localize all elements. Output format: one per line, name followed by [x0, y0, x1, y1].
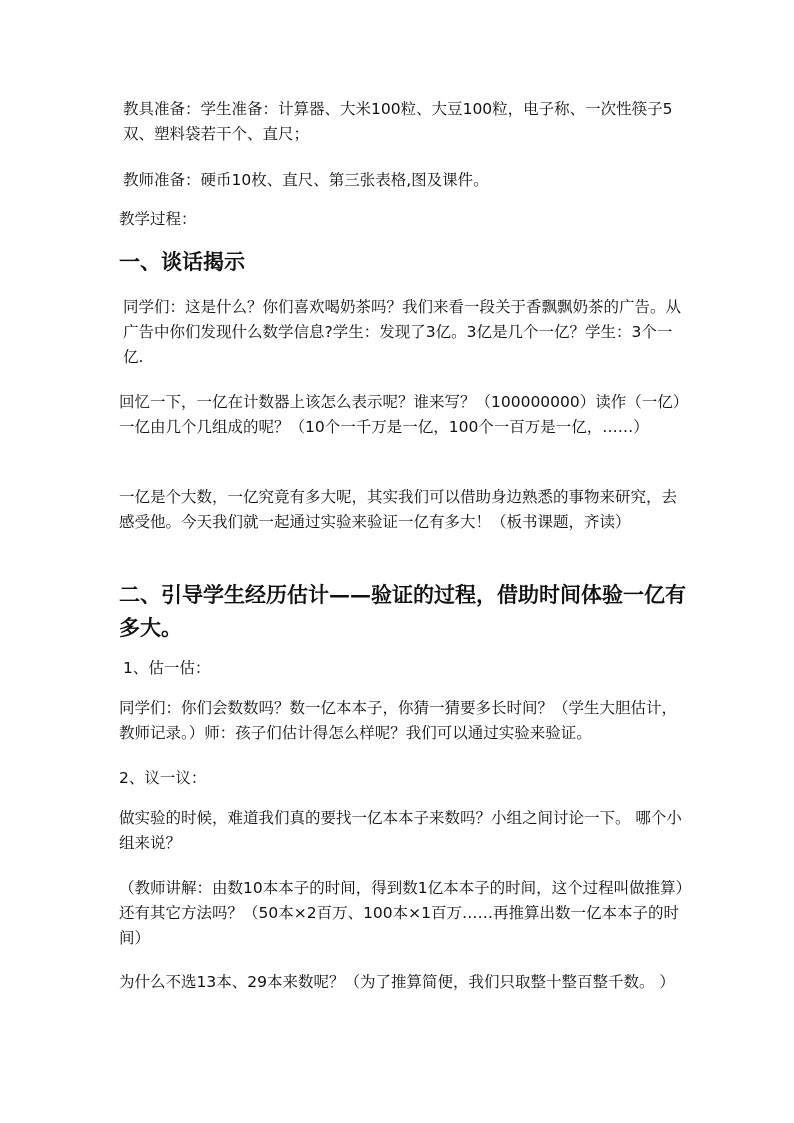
heading-section-two: 二、引导学生经历估计——验证的过程，借助时间体验一亿有多大。: [119, 582, 686, 640]
paragraph-step-estimate: 1、估一估：: [123, 659, 211, 677]
paragraph-step-discuss: 2、议一议：: [119, 769, 207, 787]
paragraph-teaching-process-label: 教学过程：: [119, 210, 197, 228]
paragraph-why-round-numbers: 为什么不选13本、29本来数呢？（为了推算简便，我们只取整十整百整千数。 ）: [119, 973, 675, 991]
paragraph-experiment-discussion: 做实验的时候，难道我们真的要找一亿本本子来数吗？小组之间讨论一下。 哪个小组来说？: [119, 809, 682, 852]
paragraph-teaching-aids-students: 教具准备：学生准备：计算器、大米100粒、大豆100粒，电子称、一次性筷子5双、塑料袋若干个、直尺；: [123, 100, 673, 143]
paragraph-teaching-aids-teacher: 教师准备：硬币10枚、直尺、第三张表格,图及课件。: [123, 171, 489, 189]
paragraph-counter-representation: 回忆一下，一亿在计数器上该怎么表示呢？谁来写？（100000000）读作（一亿）一亿由几个几组成的呢？（10个一千万是一亿，100个一百万是一亿，……）: [119, 393, 681, 436]
paragraph-big-number: 一亿是个大数，一亿究竟有多大呢，其实我们可以借助身边熟悉的事物来研究，去感受他。今天我们就一起通过实验来验证一亿有多大！（板书课题，齐读）: [119, 488, 678, 531]
paragraph-teacher-explanation: （教师讲解：由数10本本子的时间，得到数1亿本本子的时间，这个过程叫做推算）还有其它方法吗？（50本×2百万、100本×1百万……再推算出数一亿本本子的时间）: [119, 879, 684, 947]
paragraph-intro-milk-tea: 同学们：这是什么？你们喜欢喝奶茶吗？我们来看一段关于香飘飘奶茶的广告。从广告中你们发现什么数学信息?学生：发现了3亿。3亿是几个一亿？学生：3个一亿.: [123, 298, 682, 366]
paragraph-counting-question: 同学们：你们会数数吗？数一亿本本子，你猜一猜要多长时间？（学生大胆估计，教师记录。）师：孩子们估计得怎么样呢？我们可以通过实验来验证。: [119, 699, 678, 742]
heading-section-one: 一、谈话揭示: [119, 249, 245, 274]
